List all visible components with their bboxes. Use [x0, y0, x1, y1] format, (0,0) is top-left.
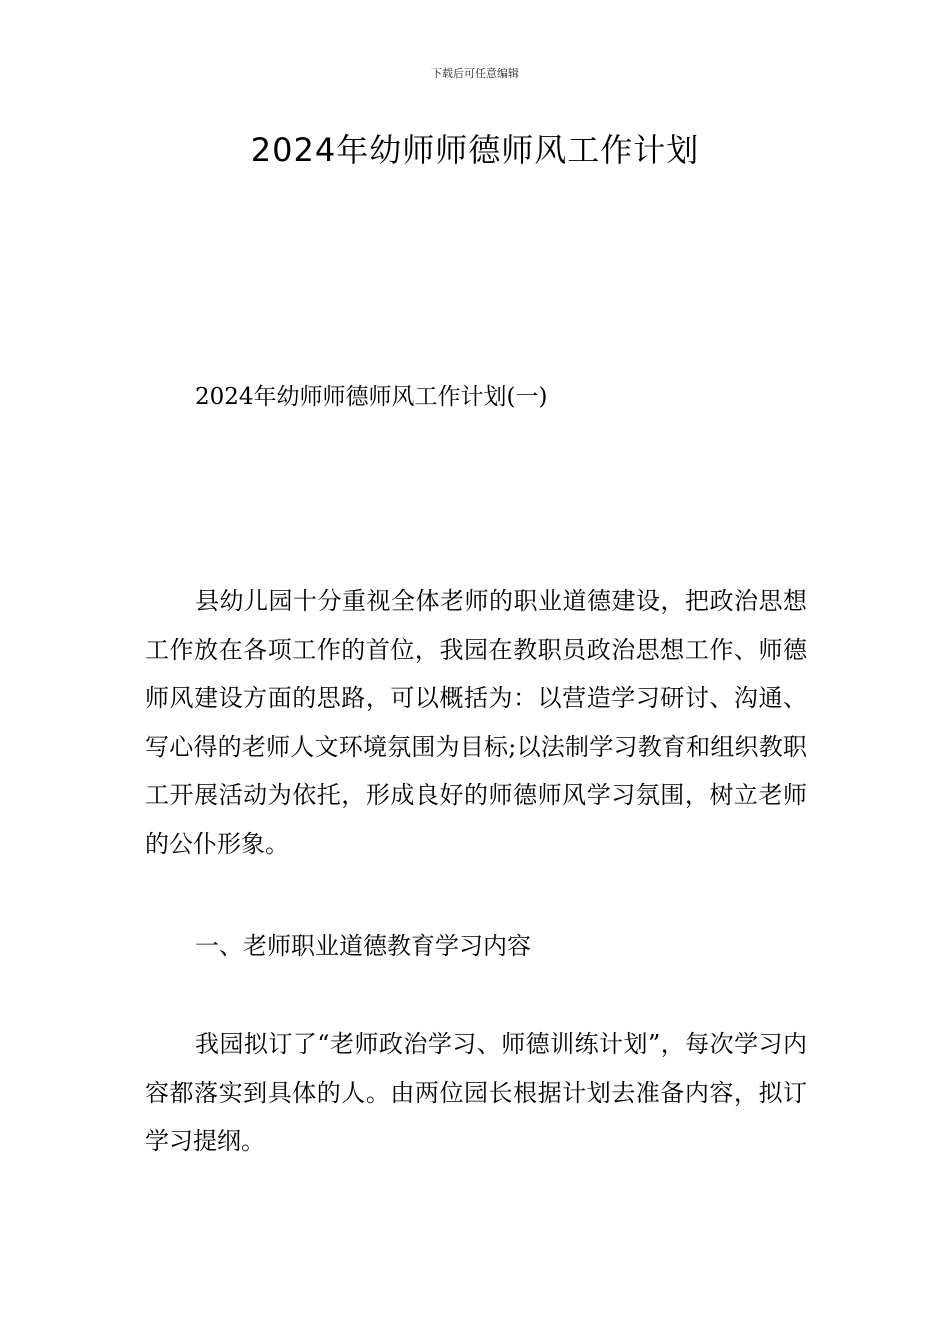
intro-paragraph: 县幼儿园十分重视全体老师的职业道德建设，把政治思想工作放在各项工作的首位，我园在教职员政治思想工作、师德师风建设方面的思路，可以概括为：以营造学习研讨、沟通、写心得的老师人文环境氛围为目标;以法制学习教育和组织教职工开展活动为依托，形成良好的师德师风学习氛围，树立老师的公仆形象。 [145, 587, 807, 858]
study-plan-paragraph: 我园拟订了“老师政治学习、师德训练计划”，每次学习内容都落实到具体的人。由两位园长根据计划去准备内容，拟订学习提纲。 [145, 1030, 807, 1155]
header-note: 下载后可任意编辑 [431, 67, 519, 80]
document-title: 2024年幼师师德师风工作计划 [250, 131, 700, 169]
heading-teacher-ethics-content: 一、老师职业道德教育学习内容 [195, 932, 531, 960]
section-title: 2024年幼师师德师风工作计划(一) [195, 384, 548, 410]
